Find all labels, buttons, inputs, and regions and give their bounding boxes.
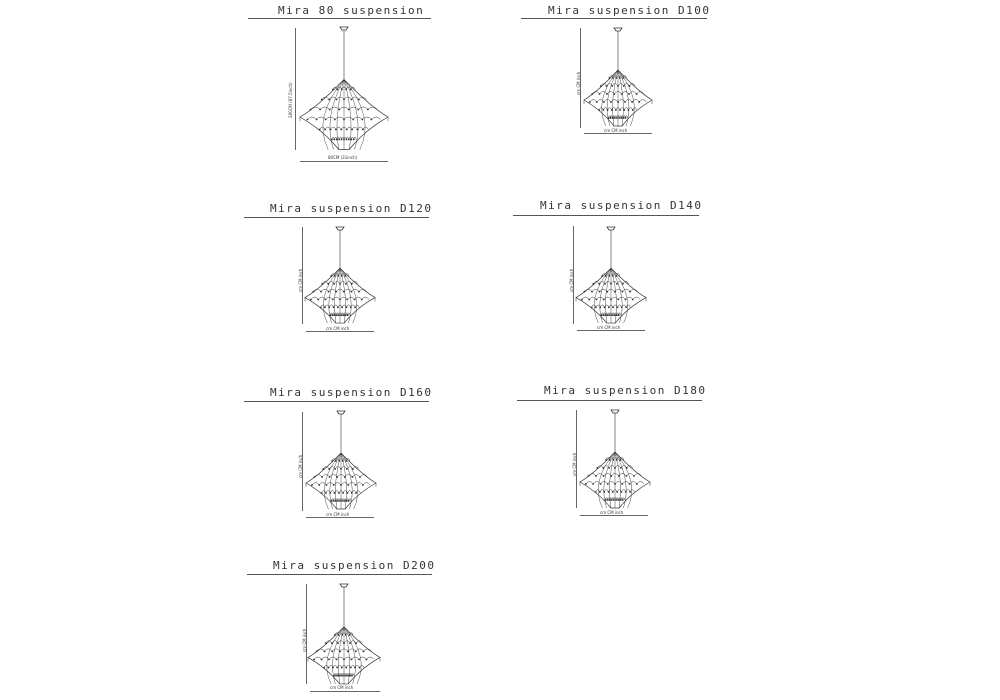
lamp-drawing <box>303 225 377 327</box>
lamp-drawing <box>578 408 652 512</box>
drawing-title: Mira suspension D200 <box>273 559 436 572</box>
title-underline <box>517 400 702 401</box>
width-dimension-line <box>306 517 374 518</box>
drawing-title: Mira 80 suspension <box>278 4 425 17</box>
drawing-title: Mira suspension D140 <box>540 199 703 212</box>
width-dimension-label: cm CM inch <box>330 685 354 690</box>
width-dimension-line <box>306 331 374 332</box>
height-dimension-label: cm CM inch <box>298 454 303 478</box>
title-underline <box>244 217 429 218</box>
height-dimension-label: cm CM inch <box>572 452 577 476</box>
drawing-title: Mira suspension D120 <box>270 202 433 215</box>
height-dimension-label: cm CM inch <box>576 71 581 95</box>
width-dimension-line <box>584 133 652 134</box>
width-dimension-label: cm CM inch <box>326 326 350 331</box>
title-underline <box>513 215 699 216</box>
width-dimension-line <box>300 161 388 162</box>
drawing-title: Mira suspension D100 <box>548 4 711 17</box>
height-dimension-label: cm CM inch <box>298 268 303 292</box>
height-dimension-label: 280CM (87.5inch) <box>288 82 293 118</box>
width-dimension-line <box>577 330 645 331</box>
lamp-drawing <box>582 26 654 130</box>
title-underline <box>521 18 707 19</box>
lamp-drawing <box>298 25 390 154</box>
title-underline <box>244 401 429 402</box>
width-dimension-line <box>580 515 648 516</box>
height-dimension-label: cm CM inch <box>569 268 574 292</box>
lamp-drawing <box>304 409 378 513</box>
height-dimension-label: cm CM inch <box>302 628 307 652</box>
width-dimension-label: cm CM inch <box>604 128 628 133</box>
width-dimension-label: cm CM inch <box>326 512 350 517</box>
width-dimension-label: cm CM inch <box>600 510 624 515</box>
width-dimension-line <box>310 691 380 692</box>
lamp-drawing <box>306 582 382 688</box>
width-dimension-label: 80CM (31inch) <box>328 155 358 160</box>
drawing-title: Mira suspension D180 <box>544 384 707 397</box>
drawing-title: Mira suspension D160 <box>270 386 433 399</box>
height-dimension-line <box>295 28 296 150</box>
width-dimension-label: cm CM inch <box>597 325 621 330</box>
title-underline <box>247 574 432 575</box>
lamp-drawing <box>574 225 648 327</box>
title-underline <box>248 18 431 19</box>
